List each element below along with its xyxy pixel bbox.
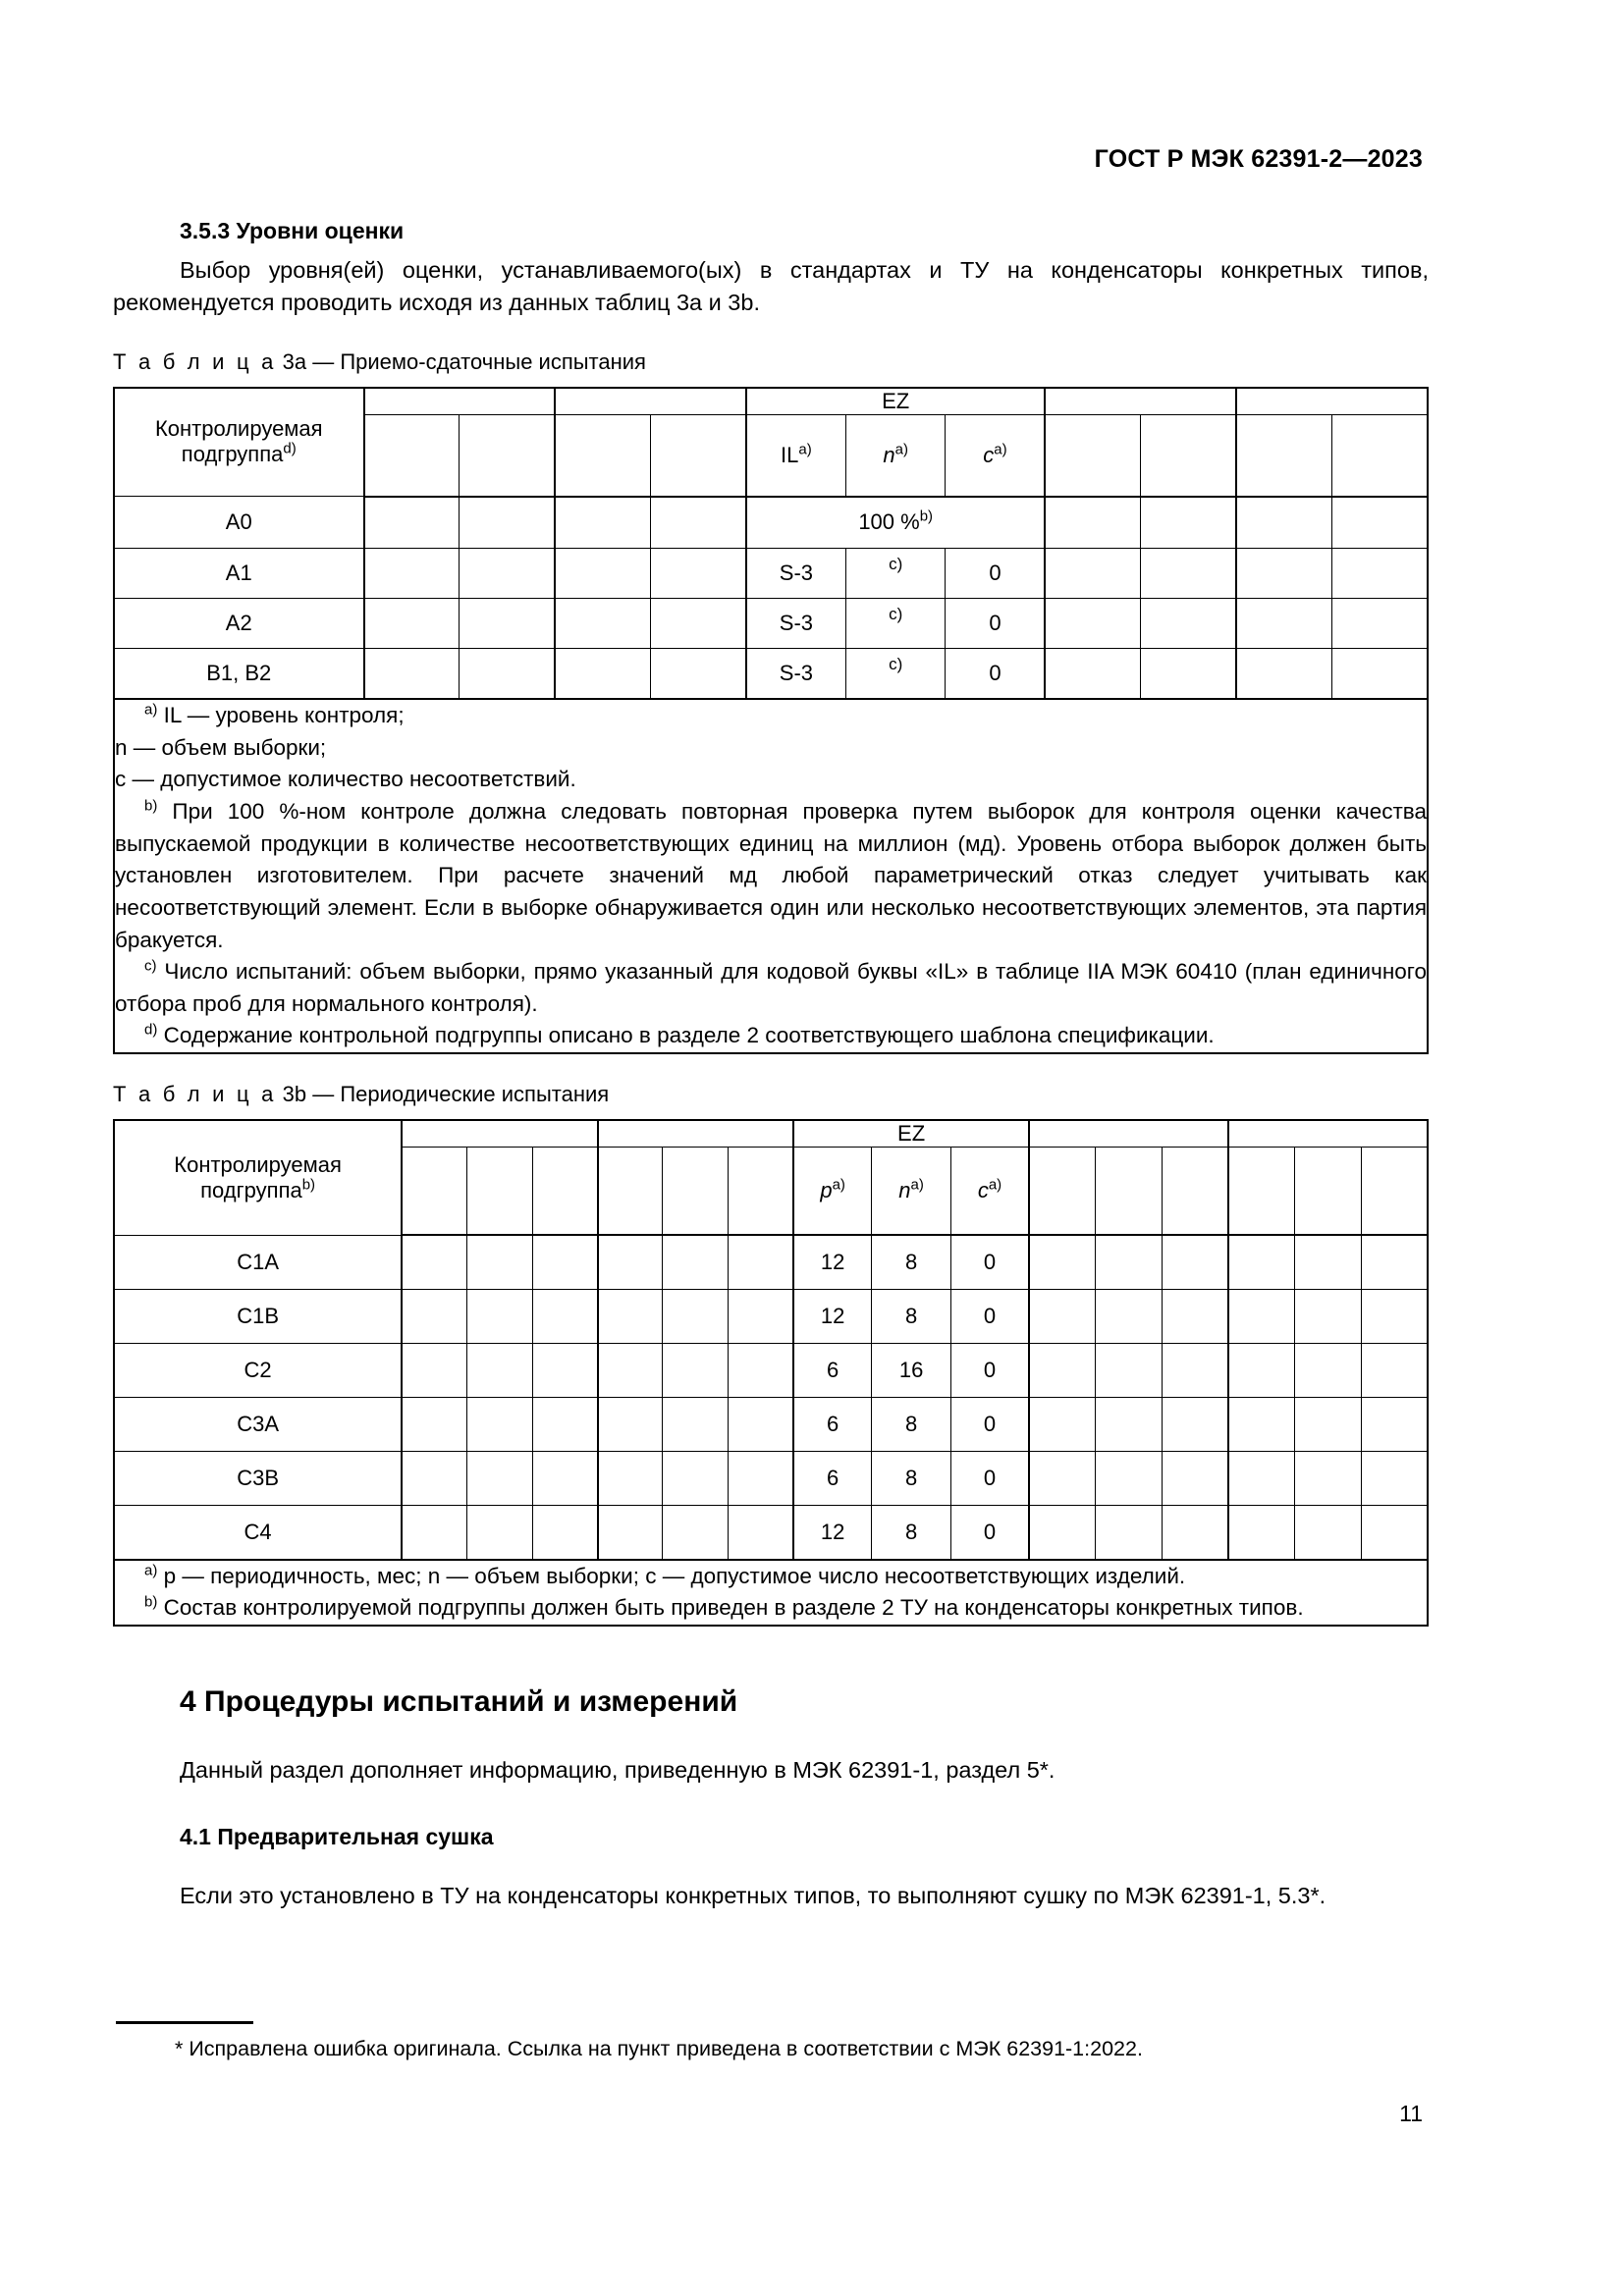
table-3b-cell-n: 8 <box>872 1505 950 1560</box>
table-3a-footnote-a <box>115 700 1427 732</box>
table-3a-footnote-a-text: IL — уровень контроля; <box>163 703 405 728</box>
table-3b-cell-blank <box>728 1289 792 1343</box>
table-3b-cell-p: 6 <box>793 1397 872 1451</box>
table-3b-subhdr-n-text: n <box>898 1178 911 1203</box>
table-3a-footnote-b-text: При 100 %-ном контроле должна следовать повторная проверка путем выборок для контроля оценки качества выпускаемой продукции в количестве несоответствующих единиц на миллион (мд). Уровень отбора выборок должен быть установлен изготовителем. При расчете значений мд любой параметрический отказ следует учитывать как несоответствующий элемент. Если в выборке обнаруживается один или несколько несоответствующих элементов, эта партия бракуется. <box>115 799 1427 952</box>
page-header-standard-id: ГОСТ Р МЭК 62391-2—2023 <box>1094 145 1423 173</box>
table-3b-subhdr-blank-7 <box>1029 1148 1096 1236</box>
table-3a-subhdr-blank-7 <box>1236 414 1331 497</box>
table-3b-cell-blank <box>598 1397 663 1451</box>
table-3b-cell-blank <box>1295 1343 1362 1397</box>
table-3b-cell-blank <box>1295 1235 1362 1289</box>
table-3b-cell-blank <box>1163 1289 1229 1343</box>
table-3a-cell-blank <box>651 497 746 549</box>
table-3b-cell-p: 12 <box>793 1289 872 1343</box>
table-3b-rowlabel-sup: b) <box>301 1176 316 1194</box>
table-3b-subhdr-blank-2 <box>467 1148 532 1236</box>
table-3a-cell-blank <box>1141 649 1236 700</box>
table-3a-subhdr-c-sup: a) <box>994 441 1007 458</box>
table-3a-cell-c: 0 <box>946 549 1046 599</box>
table-3b-subhdr-blank-4 <box>598 1148 663 1236</box>
table-3a-cell-blank <box>651 649 746 700</box>
table-3b-cell-blank <box>532 1235 597 1289</box>
table-3a-caption-label: Т а б л и ц а <box>113 348 277 374</box>
table-3b-subhdr-n <box>872 1148 950 1236</box>
table-3a-subhdr-n-text: n <box>883 442 895 467</box>
page-content <box>113 218 1429 1913</box>
table-3a-cell-blank <box>1332 649 1428 700</box>
table-3a-footnote-a-mark: a) <box>144 701 158 719</box>
table-3b-cell-blank <box>1029 1343 1096 1397</box>
table-3b-cell-blank <box>1163 1451 1229 1505</box>
table-3b-cell-c: 0 <box>950 1235 1029 1289</box>
table-3b-subgroup-c1b: C1B <box>114 1289 402 1343</box>
table-3b-cell-blank <box>1295 1289 1362 1343</box>
table-3b-footnotes <box>114 1560 1428 1626</box>
table-3b-cell-blank <box>663 1397 728 1451</box>
table-3b-cell-blank <box>402 1235 466 1289</box>
table-3a-subgroup-a0: A0 <box>114 497 364 549</box>
table-3a-group-ez <box>746 388 1046 415</box>
table-3a-footnote-d-text: Содержание контрольной подгруппы описано в разделе 2 соответствующего шаблона спецификации. <box>163 1023 1215 1048</box>
table-3a-subhdr-n <box>845 414 946 497</box>
table-3b-blank-group-1 <box>402 1120 597 1148</box>
table-3b-cell-c: 0 <box>950 1343 1029 1397</box>
table-3a-subhdr-il-sup: a) <box>798 441 812 458</box>
table-3b-caption <box>113 1082 1429 1107</box>
table-3a-cell-blank <box>1236 599 1331 649</box>
table-3b-cell-blank <box>663 1343 728 1397</box>
table-3a-subgroup-a2: A2 <box>114 599 364 649</box>
table-3a-cell-blank <box>460 497 555 549</box>
table-3b-subhdr-blank-12 <box>1361 1148 1428 1236</box>
table-3b-rowlabel-text: Контролируемая подгруппа <box>174 1151 342 1202</box>
table-3b-cell-blank <box>598 1343 663 1397</box>
table-3a-cell-blank <box>555 649 650 700</box>
table-3a-cell-blank <box>1236 549 1331 599</box>
table-3a-subhdr-blank-2 <box>460 414 555 497</box>
table-3b-cell-blank <box>467 1397 532 1451</box>
table-3a-header-row-1 <box>114 388 1428 415</box>
table-row <box>114 1235 1428 1289</box>
table-3b-cell-blank <box>1029 1235 1096 1289</box>
table-3b-caption-text: 3b — Периодические испытания <box>282 1082 610 1107</box>
table-3b-subhdr-blank-11 <box>1295 1148 1362 1236</box>
table-3a-cell-blank <box>651 549 746 599</box>
table-3b-blank-group-3 <box>1029 1120 1228 1148</box>
table-3a-cell-il: S-3 <box>746 599 846 649</box>
table-3b-cell-blank <box>1228 1289 1295 1343</box>
table-3b-subhdr-n-sup: a) <box>910 1176 924 1194</box>
table-3a-subhdr-c <box>946 414 1046 497</box>
table-3a-cell-100percent-text: 100 % <box>858 509 920 535</box>
table-3b-subhdr-blank-6 <box>728 1148 792 1236</box>
table-3b <box>113 1119 1429 1627</box>
table-3a-footnotes <box>114 699 1428 1053</box>
table-3a-cell-blank <box>1045 599 1140 649</box>
table-3a-footnote-b-mark: b) <box>144 797 158 815</box>
table-3a-footnote-d <box>115 1020 1427 1052</box>
table-row <box>114 649 1428 700</box>
table-row <box>114 497 1428 549</box>
table-3a-footnote-d-mark: d) <box>144 1021 158 1039</box>
table-3b-cell-c: 0 <box>950 1451 1029 1505</box>
table-3b-cell-blank <box>1029 1397 1096 1451</box>
table-3b-subhdr-c-sup: a) <box>988 1176 1002 1194</box>
table-3b-cell-blank <box>1228 1505 1295 1560</box>
table-3b-cell-blank <box>1029 1505 1096 1560</box>
table-3b-group-ez <box>793 1120 1030 1148</box>
table-3b-cell-blank <box>1163 1343 1229 1397</box>
table-3a-subhdr-blank-6 <box>1141 414 1236 497</box>
table-3b-caption-label: Т а б л и ц а <box>113 1082 277 1107</box>
section-4-paragraph: Данный раздел дополняет информацию, приведенную в МЭК 62391-1, раздел 5*. <box>180 1756 1056 1783</box>
table-3a-subhdr-n-sup: a) <box>894 441 908 458</box>
table-3a-cell-blank <box>1045 649 1140 700</box>
table-3b-subgroup-c4: C4 <box>114 1505 402 1560</box>
table-3a-cell-blank <box>364 599 460 649</box>
table-3b-cell-blank <box>1096 1343 1163 1397</box>
table-3b-cell-blank <box>1228 1451 1295 1505</box>
table-3b-footnote-a-text: p — периодичность, мес; n — объем выборки; c — допустимое число несоответствующих изделий. <box>163 1563 1186 1588</box>
table-3a-subhdr-il <box>746 414 846 497</box>
clause-4-1-title: 4.1 Предварительная сушка <box>180 1824 494 1850</box>
table-3a-blank-group-2 <box>555 388 746 415</box>
table-3b-cell-n: 8 <box>872 1397 950 1451</box>
table-3b-subhdr-blank-9 <box>1163 1148 1229 1236</box>
table-3b-cell-blank <box>728 1397 792 1451</box>
table-3a-cell-n: c) <box>845 549 946 599</box>
table-3b-footnote-b <box>115 1592 1427 1625</box>
table-3a-blank-group-1 <box>364 388 556 415</box>
table-3a-cell-blank <box>555 549 650 599</box>
table-3a-cell-il: S-3 <box>746 549 846 599</box>
table-3a-cell-blank <box>1141 599 1236 649</box>
table-3b-rowlabel-header <box>114 1120 402 1235</box>
table-3b-subhdr-c-text: c <box>977 1178 989 1203</box>
table-3b-subhdr-p-sup: a) <box>832 1176 845 1194</box>
table-3b-cell-c: 0 <box>950 1289 1029 1343</box>
table-3a-footnote-b <box>115 796 1427 956</box>
table-3a-cell-blank <box>555 599 650 649</box>
table-3b-cell-blank <box>1361 1397 1428 1451</box>
table-3a-cell-blank <box>1332 549 1428 599</box>
table-3b-cell-blank <box>467 1343 532 1397</box>
table-3b-cell-blank <box>1228 1343 1295 1397</box>
table-3b-cell-blank <box>598 1289 663 1343</box>
table-3a-blank-group-4 <box>1236 388 1428 415</box>
page-number: 11 <box>1399 2101 1423 2126</box>
table-3b-header-row-1 <box>114 1120 1428 1148</box>
table-3b-subhdr-blank-8 <box>1096 1148 1163 1236</box>
table-3b-cell-blank <box>1295 1451 1362 1505</box>
table-3b-cell-blank <box>663 1451 728 1505</box>
table-3a-cell-blank <box>651 599 746 649</box>
table-3a-cell-blank <box>364 549 460 599</box>
table-3b-cell-blank <box>663 1505 728 1560</box>
table-3b-cell-blank <box>728 1505 792 1560</box>
table-3b-cell-p: 12 <box>793 1505 872 1560</box>
table-3a-footnotes-row <box>114 699 1428 1053</box>
table-3a-subhdr-blank-8 <box>1332 414 1428 497</box>
table-3a-cell-blank <box>1332 599 1428 649</box>
table-3a-rowlabel-sup: d) <box>283 441 297 458</box>
table-3b-cell-blank <box>402 1397 466 1451</box>
table-3b-cell-blank <box>1163 1397 1229 1451</box>
clause-3-5-3-title: 3.5.3 Уровни оценки <box>180 218 405 243</box>
table-3b-cell-p: 6 <box>793 1451 872 1505</box>
table-3b-subgroup-c1a: C1A <box>114 1235 402 1289</box>
table-3a-cell-n: c) <box>845 599 946 649</box>
table-3b-cell-blank <box>1228 1235 1295 1289</box>
table-3b-cell-blank <box>402 1451 466 1505</box>
table-3a-cell-c: 0 <box>946 649 1046 700</box>
table-3a-cell-100percent-sup: b) <box>919 508 934 526</box>
table-3a-subgroup-a1: A1 <box>114 549 364 599</box>
table-3b-blank-group-4 <box>1228 1120 1428 1148</box>
table-3b-cell-n: 8 <box>872 1235 950 1289</box>
table-3b-cell-blank <box>598 1505 663 1560</box>
table-3b-subgroup-c3b: C3B <box>114 1451 402 1505</box>
table-3a-cell-blank <box>1141 497 1236 549</box>
table-3a-footnote-c-mark: c) <box>144 957 157 975</box>
table-3a-group-ez-label: EZ <box>882 388 910 413</box>
table-3b-subgroup-c3a: C3A <box>114 1397 402 1451</box>
table-3a-footnote-a2: n — объем выборки; <box>115 734 327 760</box>
table-3b-footnote-b-text: Состав контролируемой подгруппы должен быть приведен в разделе 2 ТУ на конденсаторы конкретных типов. <box>163 1595 1304 1621</box>
table-3a-cell-blank <box>460 549 555 599</box>
table-3b-subhdr-blank-1 <box>402 1148 466 1236</box>
table-3b-cell-blank <box>1029 1289 1096 1343</box>
table-3b-cell-blank <box>402 1343 466 1397</box>
table-3b-cell-blank <box>1096 1289 1163 1343</box>
page-footnote: * Исправлена ошибка оригинала. Ссылка на пункт приведена в соответствии с МЭК 62391-1:2022. <box>175 2037 1143 2060</box>
footnote-separator-rule <box>116 2021 253 2024</box>
table-3b-cell-blank <box>402 1505 466 1560</box>
table-3a <box>113 387 1429 1054</box>
table-3b-cell-blank <box>1361 1451 1428 1505</box>
table-3a-cell-blank <box>1141 549 1236 599</box>
table-3b-cell-blank <box>467 1289 532 1343</box>
table-3b-cell-n: 16 <box>872 1343 950 1397</box>
table-3b-cell-blank <box>1096 1397 1163 1451</box>
table-3b-cell-blank <box>532 1397 597 1451</box>
table-3b-footnote-a <box>115 1561 1427 1593</box>
section-4-title: 4 Процедуры испытаний и измерений <box>180 1684 738 1718</box>
table-3a-cell-blank <box>1045 497 1140 549</box>
table-3a-cell-blank <box>1332 497 1428 549</box>
table-3b-subgroup-c2: C2 <box>114 1343 402 1397</box>
table-3a-cell-blank <box>1236 649 1331 700</box>
table-3a-cell-n: c) <box>845 649 946 700</box>
table-3b-cell-c: 0 <box>950 1505 1029 1560</box>
table-3a-subhdr-blank-5 <box>1045 414 1140 497</box>
table-3a-footnote-a3: c — допустимое количество несоответствий. <box>115 767 576 792</box>
table-row <box>114 599 1428 649</box>
table-3b-cell-blank <box>532 1343 597 1397</box>
table-3b-subhdr-blank-10 <box>1228 1148 1295 1236</box>
table-3a-rowlabel-text: Контролируемая подгруппа <box>154 416 323 467</box>
table-3b-cell-blank <box>532 1451 597 1505</box>
table-3b-cell-n: 8 <box>872 1289 950 1343</box>
table-row <box>114 1505 1428 1560</box>
table-3a-cell-blank <box>1236 497 1331 549</box>
table-3a-cell-100percent <box>746 497 1046 549</box>
table-3b-cell-blank <box>1029 1451 1096 1505</box>
table-3b-cell-blank <box>467 1451 532 1505</box>
table-3a-subhdr-blank-1 <box>364 414 460 497</box>
table-3b-cell-blank <box>1163 1235 1229 1289</box>
table-3b-cell-p: 12 <box>793 1235 872 1289</box>
table-3b-cell-blank <box>663 1235 728 1289</box>
table-3b-cell-c: 0 <box>950 1397 1029 1451</box>
table-3b-cell-blank <box>1295 1397 1362 1451</box>
table-3b-subhdr-c <box>950 1148 1029 1236</box>
table-3a-cell-il: S-3 <box>746 649 846 700</box>
table-3a-caption-text: 3a — Приемо-сдаточные испытания <box>282 348 646 374</box>
table-3b-subhdr-p-text: p <box>820 1178 833 1203</box>
table-row <box>114 1343 1428 1397</box>
table-3b-subhdr-p <box>793 1148 872 1236</box>
table-3a-cell-blank <box>460 649 555 700</box>
clause-4-1-paragraph: Если это установлено в ТУ на конденсаторы конкретных типов, то выполняют сушку по МЭК 62391-1, 5.3*. <box>180 1883 1326 1909</box>
table-3b-cell-blank <box>467 1235 532 1289</box>
table-row <box>114 1451 1428 1505</box>
table-3b-cell-blank <box>1228 1397 1295 1451</box>
table-3b-cell-blank <box>728 1235 792 1289</box>
table-3a-cell-blank <box>364 649 460 700</box>
table-3b-cell-blank <box>728 1451 792 1505</box>
table-3b-cell-blank <box>1361 1289 1428 1343</box>
table-3b-cell-blank <box>1096 1451 1163 1505</box>
table-3b-cell-p: 6 <box>793 1343 872 1397</box>
table-3b-cell-blank <box>728 1343 792 1397</box>
table-3a-blank-group-3 <box>1045 388 1236 415</box>
table-row <box>114 1289 1428 1343</box>
table-3b-cell-blank <box>1361 1505 1428 1560</box>
table-3b-cell-blank <box>1361 1343 1428 1397</box>
table-3b-footnotes-row <box>114 1560 1428 1626</box>
table-3a-caption <box>113 349 1429 375</box>
table-3a-subhdr-blank-3 <box>555 414 650 497</box>
table-3b-cell-blank <box>598 1451 663 1505</box>
table-3a-cell-blank <box>555 497 650 549</box>
table-3a-footnote-c-text: Число испытаний: объем выборки, прямо указанный для кодовой буквы «IL» в таблице IIA МЭК 60410 (план единичного отбора проб для нормального контроля). <box>115 959 1427 1016</box>
table-3a-cell-blank <box>364 497 460 549</box>
table-3b-cell-blank <box>1096 1505 1163 1560</box>
table-3b-cell-n: 8 <box>872 1451 950 1505</box>
table-3a-rowlabel-header <box>114 388 364 497</box>
table-3a-subhdr-il-text: IL <box>781 442 799 467</box>
table-3b-cell-blank <box>402 1289 466 1343</box>
table-3b-group-ez-label: EZ <box>897 1121 926 1147</box>
table-3b-subhdr-blank-5 <box>663 1148 728 1236</box>
table-3b-cell-blank <box>532 1505 597 1560</box>
table-3b-footnote-b-mark: b) <box>144 1593 158 1611</box>
table-3b-footnote-a-mark: a) <box>144 1562 158 1579</box>
table-3a-subgroup-b1b2: B1, B2 <box>114 649 364 700</box>
table-3b-cell-blank <box>467 1505 532 1560</box>
table-3b-cell-blank <box>598 1235 663 1289</box>
table-3a-cell-c: 0 <box>946 599 1046 649</box>
table-3b-subhdr-blank-3 <box>532 1148 597 1236</box>
table-row <box>114 549 1428 599</box>
table-3a-cell-blank <box>460 599 555 649</box>
table-3b-cell-blank <box>663 1289 728 1343</box>
table-3b-cell-blank <box>532 1289 597 1343</box>
table-3a-footnote-c <box>115 956 1427 1020</box>
table-3a-subhdr-blank-4 <box>651 414 746 497</box>
table-3b-blank-group-2 <box>598 1120 793 1148</box>
table-3a-cell-blank <box>1045 549 1140 599</box>
table-3b-cell-blank <box>1096 1235 1163 1289</box>
table-row <box>114 1397 1428 1451</box>
table-3a-subhdr-c-text: c <box>983 442 995 467</box>
table-3b-cell-blank <box>1295 1505 1362 1560</box>
table-3b-cell-blank <box>1163 1505 1229 1560</box>
table-3b-cell-blank <box>1361 1235 1428 1289</box>
clause-3-5-3-paragraph: Выбор уровня(ей) оценки, устанавливаемого(ых) в стандартах и ТУ на конденсаторы конкретных типов, рекомендуется проводить исходя из данных таблиц 3a и 3b. <box>113 257 1429 316</box>
